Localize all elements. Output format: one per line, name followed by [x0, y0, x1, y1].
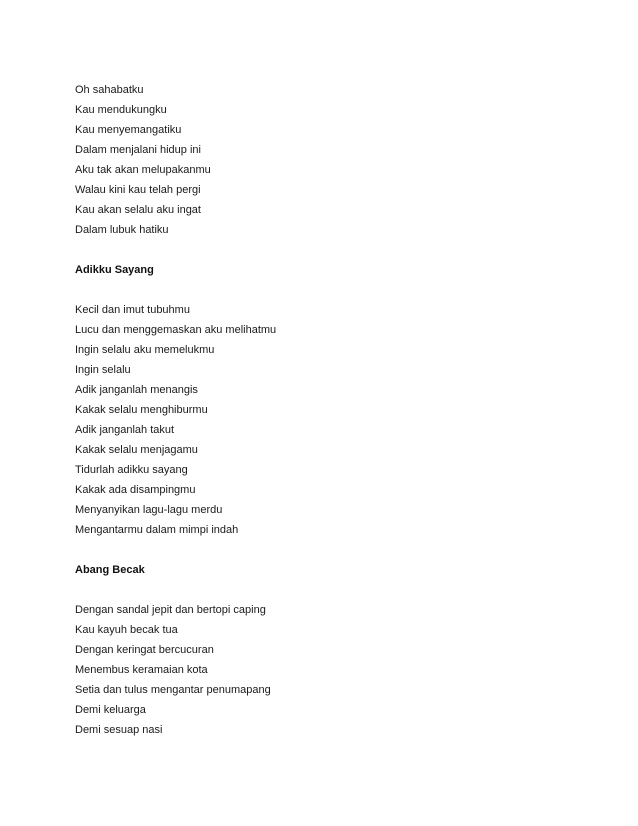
document-body [75, 80, 575, 740]
poem-line: Kau mendukungku [75, 104, 167, 116]
poem-line: Menyanyikan lagu-lagu merdu [75, 504, 223, 516]
spacer [75, 280, 575, 300]
spacer [75, 580, 575, 600]
poem-title: Abang Becak [75, 564, 145, 576]
poem-line: Setia dan tulus mengantar penumapang [75, 684, 271, 696]
poem-section-3 [75, 560, 575, 740]
spacer [75, 540, 575, 560]
poem-line: Kau akan selalu aku ingat [75, 204, 201, 216]
poem-line: Kau menyemangatiku [75, 124, 182, 136]
poem-section-1 [75, 80, 575, 240]
poem-line: Adik janganlah takut [75, 424, 175, 436]
poem-line: Dengan keringat bercucuran [75, 644, 214, 656]
poem-line: Dalam menjalani hidup ini [75, 144, 201, 156]
poem-line: Dalam lubuk hatiku [75, 224, 169, 236]
poem-line: Menembus keramaian kota [75, 664, 208, 676]
poem-line: Kakak ada disampingmu [75, 484, 196, 496]
poem-line: Aku tak akan melupakanmu [75, 164, 211, 176]
poem-title: Adikku Sayang [75, 264, 154, 276]
poem-line: Demi sesuap nasi [75, 724, 163, 736]
poem-line: Kau kayuh becak tua [75, 624, 178, 636]
poem-line: Ingin selalu [75, 364, 131, 376]
poem-line: Mengantarmu dalam mimpi indah [75, 524, 239, 536]
poem-line: Dengan sandal jepit dan bertopi caping [75, 604, 266, 616]
poem-line: Tidurlah adikku sayang [75, 464, 188, 476]
poem-line: Kecil dan imut tubuhmu [75, 304, 190, 316]
poem-line: Oh sahabatku [75, 84, 144, 96]
poem-line: Demi keluarga [75, 704, 146, 716]
spacer [75, 240, 575, 260]
poem-line: Kakak selalu menghiburmu [75, 404, 208, 416]
poem-line: Ingin selalu aku memelukmu [75, 344, 215, 356]
poem-line: Lucu dan menggemaskan aku melihatmu [75, 324, 277, 336]
poem-line: Walau kini kau telah pergi [75, 184, 201, 196]
poem-section-2 [75, 260, 575, 540]
poem-line: Adik janganlah menangis [75, 384, 198, 396]
poem-line: Kakak selalu menjagamu [75, 444, 198, 456]
